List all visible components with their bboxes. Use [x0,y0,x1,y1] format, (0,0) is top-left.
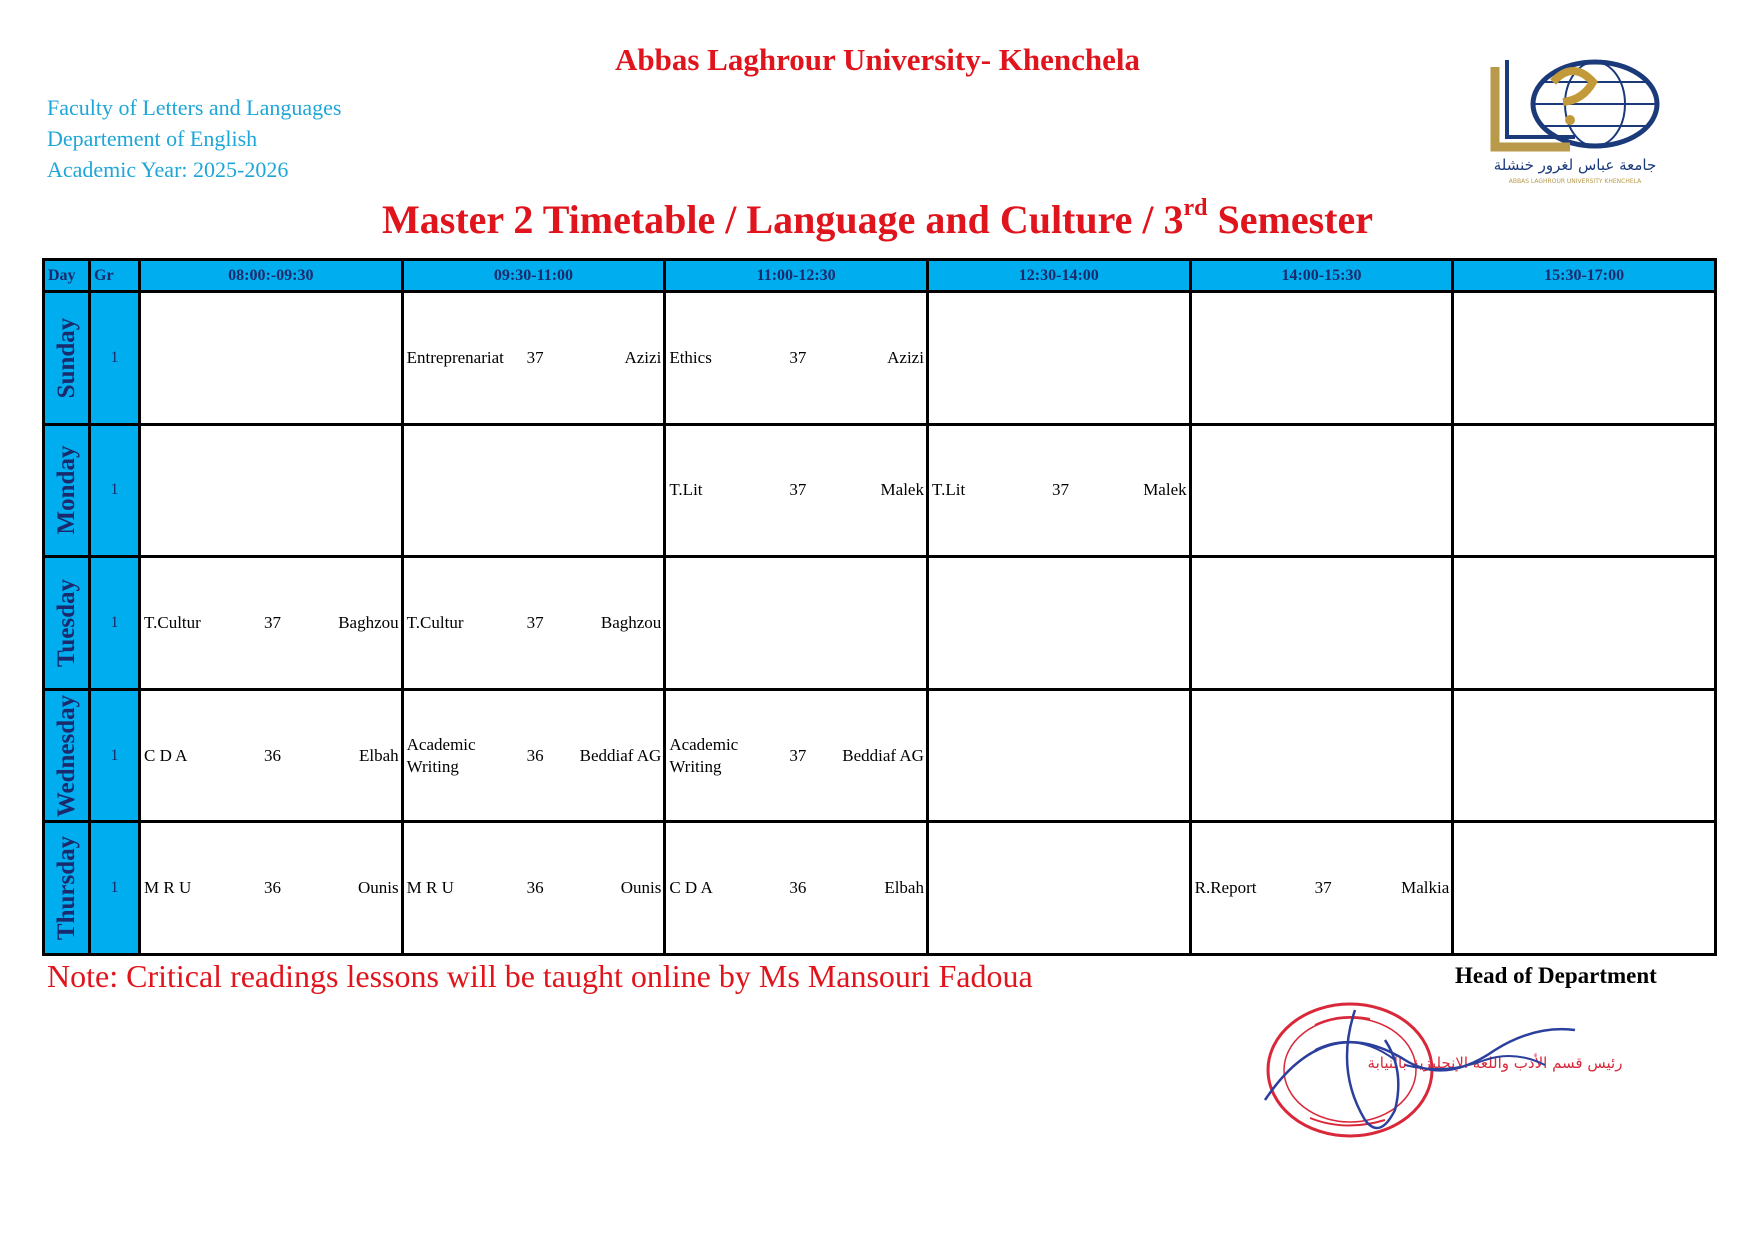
empty-cell [927,292,1190,425]
session-subject: C D A [669,878,713,898]
session-teacher: Beddiaf AG [579,745,662,765]
session-room: 36 [789,878,807,898]
academic-year: Academic Year: 2025-2026 [47,157,289,182]
session-room: 37 [789,745,807,765]
session-cell [665,292,928,425]
empty-cell [140,292,403,425]
session-teacher: Baghzou [600,612,662,632]
col-header-slot: 15:30-17:00 [1453,260,1716,292]
session-subject: T.Cultur [144,612,201,632]
empty-cell [1190,292,1453,425]
head-of-department: Head of Department [1455,963,1657,988]
session-cell [402,292,665,425]
stamp-arabic-text: رئيس قسم الأدب واللغة الإنجليزية بالنيابة [1367,1054,1623,1072]
day-cell [44,557,90,690]
session-teacher: Beddiaf AG [842,745,924,765]
empty-cell [927,557,1190,690]
session-subject: T.Lit [931,480,966,500]
session-content [407,877,662,899]
title-end: Semester [1207,197,1373,242]
session-subject: Academic Writing [406,734,476,776]
session-content [669,734,924,778]
faculty-info [47,92,341,185]
session-cell [665,822,928,955]
empty-cell [1453,822,1716,955]
session-subject: M R U [406,878,454,898]
session-content [932,479,1187,501]
session-subject: T.Lit [669,480,703,500]
timetable-title [0,196,1755,243]
session-content [669,877,924,899]
col-header-slot: 12:30-14:00 [927,260,1190,292]
group-cell: 1 [90,424,140,557]
day-label: Sunday [52,317,80,399]
session-cell [402,689,665,822]
session-teacher: Malek [1143,480,1187,500]
group-cell: 1 [90,689,140,822]
session-cell [140,822,403,955]
session-room: 37 [789,480,807,500]
session-content [1195,877,1450,899]
session-subject: R.Report [1194,878,1257,898]
session-room: 37 [789,347,807,367]
session-room: 36 [526,745,544,765]
col-header-group: Gr [90,260,140,292]
session-cell [140,557,403,690]
col-header-slot: 14:00-15:30 [1190,260,1453,292]
day-cell [44,292,90,425]
session-content [144,612,399,634]
empty-cell [140,424,403,557]
table-row [44,424,1716,557]
session-room: 37 [1314,878,1332,898]
university-logo [1475,52,1675,187]
col-header-slot: 08:00:-09:30 [140,260,403,292]
session-subject: C D A [144,745,188,765]
empty-cell [1190,424,1453,557]
session-teacher: Azizi [624,347,662,367]
day-cell [44,689,90,822]
title-main: Master 2 Timetable / Language and Culture / 3 [382,197,1184,242]
session-teacher: Baghzou [338,612,399,632]
session-cell [140,689,403,822]
session-cell [402,822,665,955]
session-teacher: Elbah [884,878,924,898]
table-row [44,822,1716,955]
empty-cell [665,557,928,690]
faculty-name: Faculty of Letters and Languages [47,95,342,120]
empty-cell [1453,557,1716,690]
session-room: 37 [264,612,281,632]
group-cell: 1 [90,557,140,690]
session-room: 36 [526,878,544,898]
session-room: 37 [526,347,544,367]
day-cell [44,822,90,955]
session-teacher: Elbah [359,745,399,765]
empty-cell [927,822,1190,955]
session-teacher: Azizi [887,347,924,367]
table-row [44,557,1716,690]
empty-cell [402,424,665,557]
empty-cell [1453,424,1716,557]
session-teacher: Ounis [620,878,662,898]
session-subject: M R U [144,878,192,898]
session-content [407,612,662,634]
day-cell [44,424,90,557]
session-cell [927,424,1190,557]
session-content [144,877,399,899]
note-text: Note: Critical readings lessons will be taught online by Ms Mansouri Fadoua [47,958,1033,994]
session-subject: T.Cultur [406,612,464,632]
empty-cell [1453,292,1716,425]
session-subject: Ethics [669,347,712,367]
session-subject: Academic Writing [669,734,739,776]
department-name: Departement of English [47,126,258,151]
table-row [44,689,1716,822]
empty-cell [1453,689,1716,822]
empty-cell [927,689,1190,822]
logo-arabic-text: جامعة عباس لغرور خنشلة [1493,156,1657,174]
col-header-day: Day [44,260,90,292]
day-label: Thursday [52,836,80,941]
col-header-slot: 11:00-12:30 [665,260,928,292]
session-content [669,347,924,369]
group-cell: 1 [90,292,140,425]
timetable [42,258,1717,956]
session-cell [1190,822,1453,955]
logo-english-text: ABBAS LAGHROUR UNIVERSITY KHENCHELA [1508,178,1642,185]
session-room: 36 [264,745,281,765]
session-cell [402,557,665,690]
session-content [407,734,662,778]
header-row [44,260,1716,292]
title-ordinal: rd [1183,195,1208,221]
session-teacher: Ounis [358,878,399,898]
department-stamp [1255,990,1625,1150]
session-teacher: Malkia [1401,878,1450,898]
day-label: Wednesday [52,694,80,817]
session-content [144,745,399,767]
session-room: 37 [1051,480,1069,500]
empty-cell [1190,689,1453,822]
session-content [407,347,662,369]
session-teacher: Malek [880,480,924,500]
col-header-slot: 09:30-11:00 [402,260,665,292]
day-label: Monday [52,445,80,535]
day-label: Tuesday [52,578,80,667]
session-cell [665,689,928,822]
university-title: Abbas Laghrour University- Khenchela [614,42,1141,77]
session-cell [665,424,928,557]
session-subject: Entreprenariat [406,347,504,367]
group-cell: 1 [90,822,140,955]
table-row [44,292,1716,425]
session-content [669,479,924,501]
session-room: 37 [526,612,544,632]
empty-cell [1190,557,1453,690]
session-room: 36 [264,878,281,898]
